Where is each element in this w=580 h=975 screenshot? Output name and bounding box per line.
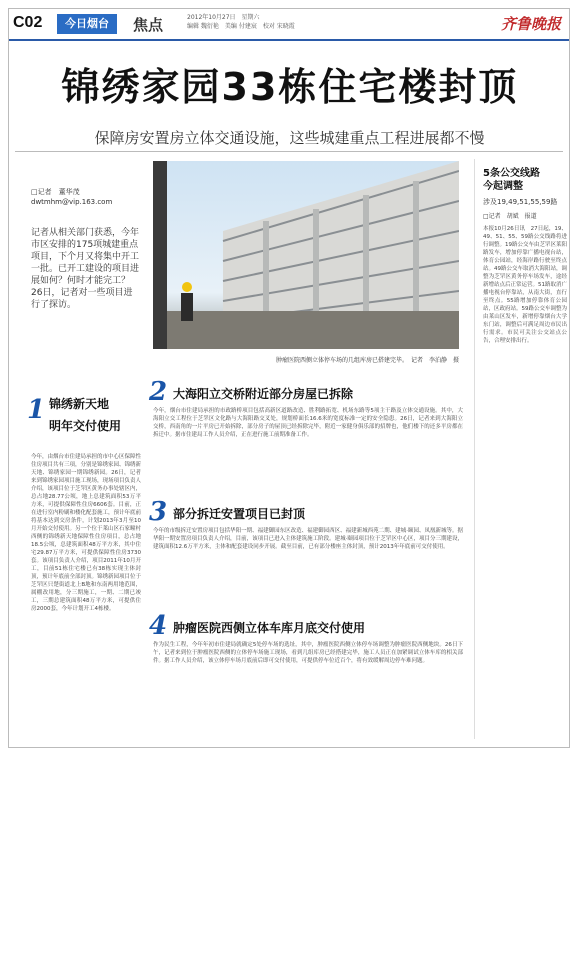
- photo-caption: 肿瘤医院西侧立体停车场的几组库房已搭建完毕。 记者 李泊静 摄: [275, 357, 459, 364]
- section-1-title: 锦绣新天地 明年交付使用: [49, 397, 122, 433]
- sidebar-title: 5条公交线路 今起调整: [483, 168, 540, 192]
- page-code: C02: [13, 14, 43, 31]
- page-header: [9, 9, 569, 41]
- parking-structure-photo: [153, 161, 459, 349]
- article-intro: 记者从相关部门获悉，今年市区安排的175项城建重点项目，下个月又将集中开工一批。已开工建设的项目进展如何？何时才能完工？26日，记者对一些项目进行了探访。: [31, 228, 140, 310]
- section-4-number: 4: [149, 611, 168, 641]
- date-line: 2012年10月27日 星期六: [187, 14, 260, 21]
- newspaper-logo: 齐鲁晚报: [500, 15, 561, 33]
- section-3-title: 部分拆迁安置项目已封顶: [173, 507, 306, 521]
- newspaper-sheet: [8, 8, 570, 748]
- byline: [31, 187, 121, 207]
- byline-reporter: □记者 董华茂: [31, 188, 80, 196]
- section-4-body: 作为民生工程，今年年初市住建局就确定5处停车场的选址，其中，肿瘤医院西侧立体停车场调整为肿瘤医院西侧地块。26日下午，记者来到位于肿瘤医院西侧的立体停车场施工现场，看到几组库房已经搭建完毕，施工人员正在加紧调试立体车库的相关部件。据工作人员介绍，该立体停车场月底前后即可交付使用，可提供停车位近百个，将有效缓解周边停车难问题。: [153, 642, 463, 664]
- section-2-title: 大海阳立交桥附近部分房屋已拆除: [173, 387, 354, 401]
- section-name: 焦点: [133, 16, 164, 34]
- section-1-body: 今年，由烟台市住建局承担的市中心区保障性住房项目共有三项，分别是锦绣家园、锦绣新天地、锦绣家园一期锦绣新园。26日，记者来到锦绣家园项目施工现场，现场项目负责人介绍，该项目位于芝罘区黄务办事处辖区内，总占地28.77公顷，地上总建筑面积53万平方米，可提供保障性住房6606套。目前，正在进行室内粉刷和楼化配套施工，预计年底前将基本达到交房条件，计划2013年3月至10月开始交付使用。另一个位于莱山区石家疃村西侧的锦绣新天地保障性住房项目，总占地18.5公顷，总建筑面积48万平方米，其中住宅29.87万平方米，可提供保障性住房3730套。该项目负责人介绍，项目2011年10月开工，目前51栋住宅楼已有38栋实现主体封顶，预计年底前全部封顶。锦绣新园项目位于芝罘区只楚街道北上B地和东南两用地范围，属棚改用地，分三期施工，一期、二期已竣工，三期总建筑面积48万平方米，可提供住房2000套，今年计划开工4栋楼。: [31, 454, 141, 612]
- editors-line: 编辑 魏衍艳 美编 付建宸 校对 宋晓霞: [187, 23, 295, 30]
- header-meta: [187, 13, 387, 31]
- subheadline: 保障房安置房立体交通设施，这些城建重点工程进展都不慢: [94, 129, 485, 147]
- section-3-body: 今年的市级拆迁安置房项目包括华阳一期、福建御园东区改造、福建御园西区、福建新城西苑二期、建城·颐园、凤凰新城等。据华阳一期安置房项目负责人介绍，目前，该项目已进入主体建筑施工阶段。建城·颐园项目位于芝罘区中心区，项目分三期建设，建筑面积12.6万平方米，主体和配套建设同步开展。截至目前，已有部分楼座主体封顶，预计2013年年底前可交付使用。: [153, 528, 463, 550]
- section-1-number: 1: [27, 395, 46, 425]
- sidebar-subtitle: 涉及19,49,51,55,59路: [483, 198, 558, 206]
- headline: 锦绣家园33栋住宅楼封顶: [61, 65, 519, 109]
- byline-email: dwtmhm@vip.163.com: [31, 198, 113, 206]
- section-4-title: 肿瘤医院西侧立体车库月底交付使用: [173, 621, 366, 635]
- sidebar-body: 本报10月26日讯 27日起，19、49、51、55、59路公交线路将进行调整。19路公交车由芝罘区莱阳路发车，增加停靠广播电视台站，体育公园站，经海岸路行驶至终点站。49路公交车取消大海阳站，调整为芝罘区黄务停车场发车，途经新增站点后正常运营。51路取消广播电视台停靠站，从南大街，直行至终点。55路增加停靠体育公园站，区政府站。59路公交车调整为由莱山区发车，新增停靠烟台大学东门站，调整后可满足周边市民出行需求。市民可关注公交站点公告，合理安排出行。: [483, 226, 567, 344]
- section-3-number: 3: [149, 497, 168, 527]
- right-column-divider: [474, 159, 475, 739]
- headline-rule: [15, 151, 563, 152]
- section-tag: 今日烟台: [57, 14, 117, 34]
- section-2-number: 2: [149, 377, 168, 407]
- section-2-body: 今年，烟台市住建局承担的市政路桥项目包括高新区道路改造、胜利路拓宽、机场东路等5项主干路及立体交通设施。其中，大海阳立交工程位于芝罘区文化路与大海阳路交叉处，规划桥面长16.6米的宽度标准一定的安全隐患。26日，记者来到大海阳立交桥，西南角的一片平房已开始拆除，部分房子的屋顶已经拆除完毕，附近一家健身俱乐部的招牌也，他们楼下的还多平房都在拆迁中。据市住建局工作人员介绍，正在进行施工前期准备工作。: [153, 408, 463, 438]
- article-photo: [153, 161, 459, 349]
- sidebar-byline: □记者 胡斌 报道: [483, 213, 537, 220]
